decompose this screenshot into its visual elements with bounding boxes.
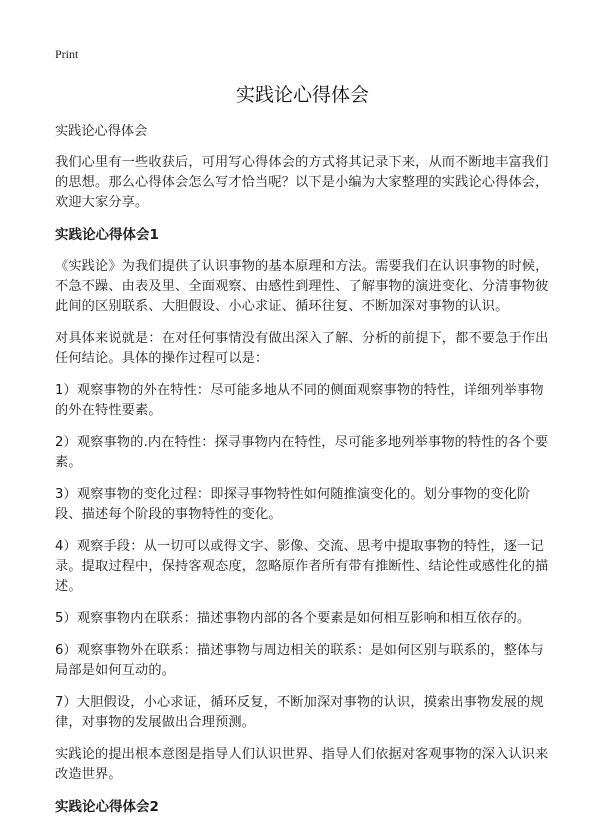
article-subtitle: 实践论心得体会 xyxy=(55,124,148,139)
section-1-paragraph: 对具体来说就是：在对任何事情没有做出深入了解、分析的前提下，都不要急于作出任何结论。具体的操作过程可以是： xyxy=(55,331,549,366)
page-title: 实践论心得体会 xyxy=(235,84,369,106)
list-item-outer-traits: 1）观察事物的外在特性：尽可能多地从不同的侧面观察事物的特性，详细列举事物的外在特性要素。 xyxy=(55,383,544,418)
print-link[interactable]: Print xyxy=(55,47,79,61)
list-item-change-process: 3）观察事物的变化过程：即探寻事物特性如何随推演变化的。划分事物的变化阶段、描述每个阶段的事物特性的变化。 xyxy=(55,487,531,522)
intro-paragraph: 我们心里有一些收获后，可用写心得体会的方式将其记录下来，从而不断地丰富我们的思想。那么心得体会怎么写才恰当呢？以下是小编为大家整理的实践论心得体会，欢迎大家分享。 xyxy=(55,155,549,210)
article-body xyxy=(55,122,550,829)
section-2-heading: 实践论心得体会2 xyxy=(55,799,159,815)
list-item-inner-traits: 2）观察事物的.内在特性：探寻事物内在特性，尽可能多地列举事物的特性的各个要素。 xyxy=(55,435,549,470)
list-item-outer-links: 6）观察事物外在联系：描述事物与周边相关的联系：是如何区别与联系的，整体与局部是如何互动的。 xyxy=(55,643,544,678)
section-1-conclusion: 实践论的提出根本意图是指导人们认识世界、指导人们依据对客观事物的深入认识来改造世界。 xyxy=(55,747,549,782)
list-item-hypothesis: 7）大胆假设，小心求证，循环反复，不断加深对事物的认识，摸索出事物发展的规律，对事物的发展做出合理预测。 xyxy=(55,695,544,730)
section-1-paragraph: 《实践论》为我们提供了认识事物的基本原理和方法。需要我们在认识事物的时候，不急不躁、由表及里、全面观察、由感性到理性、了解事物的演进变化、分清事物彼此间的区别联系、大胆假设、小心求证、循环往复、不断加深对事物的认识。 xyxy=(55,259,549,314)
list-item-observation-means: 4）观察手段：从一切可以或得文字、影像、交流、思考中提取事物的特性，逐一记录。提取过程中，保持客观态度，忽略原作者所有带有推断性、结论性或感性化的描述。 xyxy=(55,539,549,594)
section-1-heading: 实践论心得体会1 xyxy=(55,227,159,243)
list-item-inner-links: 5）观察事物内在联系：描述事物内部的各个要素是如何相互影响和相互依存的。 xyxy=(55,611,531,626)
